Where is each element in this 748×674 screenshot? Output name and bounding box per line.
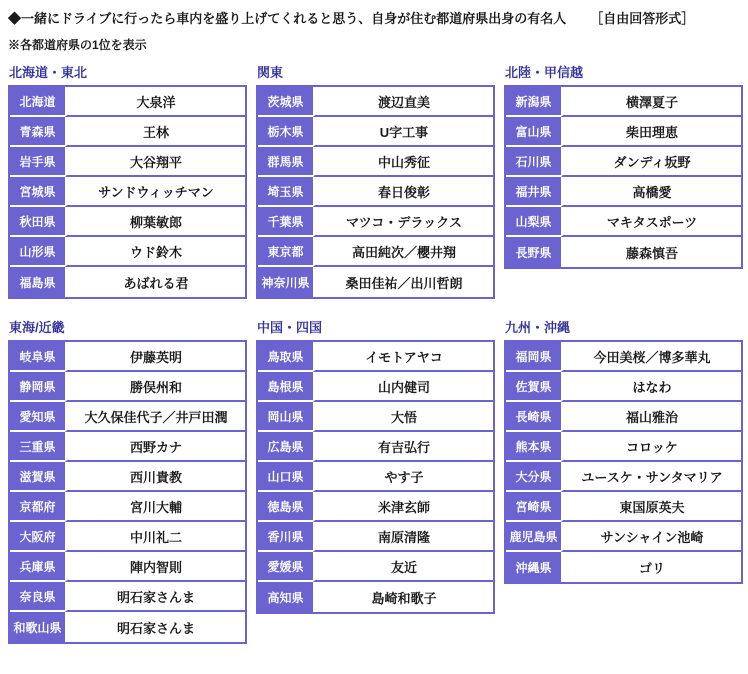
table-row bbox=[258, 462, 493, 492]
prefecture-cell: 奈良県 bbox=[10, 582, 65, 612]
celebrity-cell: 高田純次／櫻井翔 bbox=[313, 237, 493, 267]
prefecture-cell: 兵庫県 bbox=[10, 552, 65, 582]
prefecture-cell: 石川県 bbox=[506, 147, 561, 177]
prefecture-cell: 静岡県 bbox=[10, 372, 65, 402]
table-row bbox=[258, 237, 493, 267]
prefecture-cell: 熊本県 bbox=[506, 432, 561, 462]
table-row bbox=[10, 402, 245, 432]
celebrity-cell: 藤森慎吾 bbox=[561, 237, 741, 267]
answer-format-label: ［自由回答形式］ bbox=[590, 11, 695, 26]
table-row bbox=[506, 237, 741, 267]
region-table bbox=[256, 85, 495, 299]
table-row bbox=[258, 522, 493, 552]
prefecture-cell: 青森県 bbox=[10, 117, 65, 147]
prefecture-cell: 山口県 bbox=[258, 462, 313, 492]
prefecture-cell: 沖縄県 bbox=[506, 552, 561, 582]
table-row bbox=[10, 432, 245, 462]
prefecture-cell: 山形県 bbox=[10, 237, 65, 267]
prefecture-cell: 岩手県 bbox=[10, 147, 65, 177]
prefecture-cell: 広島県 bbox=[258, 432, 313, 462]
celebrity-cell: 大泉洋 bbox=[65, 87, 245, 117]
celebrity-cell: 柴田理恵 bbox=[561, 117, 741, 147]
prefecture-cell: 東京都 bbox=[258, 237, 313, 267]
prefecture-cell: 北海道 bbox=[10, 87, 65, 117]
celebrity-cell: ダンディ坂野 bbox=[561, 147, 741, 177]
celebrity-cell: 勝俣州和 bbox=[65, 372, 245, 402]
table-row bbox=[506, 402, 741, 432]
table-row bbox=[258, 342, 493, 372]
table-row bbox=[10, 552, 245, 582]
celebrity-cell: U字工事 bbox=[313, 117, 493, 147]
prefecture-cell: 徳島県 bbox=[258, 492, 313, 522]
sections-grid bbox=[8, 62, 743, 644]
table-row bbox=[506, 87, 741, 117]
celebrity-cell: マキタスポーツ bbox=[561, 207, 741, 237]
region-section bbox=[256, 62, 495, 299]
celebrity-cell: 有吉弘行 bbox=[313, 432, 493, 462]
prefecture-cell: 岐阜県 bbox=[10, 342, 65, 372]
celebrity-cell: ユースケ・サンタマリア bbox=[561, 462, 741, 492]
table-row bbox=[10, 522, 245, 552]
prefecture-cell: 富山県 bbox=[506, 117, 561, 147]
prefecture-cell: 京都府 bbox=[10, 492, 65, 522]
table-row bbox=[258, 177, 493, 207]
region-section bbox=[256, 317, 495, 614]
prefecture-cell: 山梨県 bbox=[506, 207, 561, 237]
table-row bbox=[258, 372, 493, 402]
table-row bbox=[258, 147, 493, 177]
table-row bbox=[10, 372, 245, 402]
region-heading: 北陸・甲信越 bbox=[505, 65, 584, 80]
celebrity-cell: サンドウィッチマン bbox=[65, 177, 245, 207]
celebrity-cell: 米津玄師 bbox=[313, 492, 493, 522]
celebrity-cell: 中川礼二 bbox=[65, 522, 245, 552]
celebrity-cell: イモトアヤコ bbox=[313, 342, 493, 372]
celebrity-cell: 明石家さんま bbox=[65, 582, 245, 612]
celebrity-cell: コロッケ bbox=[561, 432, 741, 462]
table-row bbox=[258, 267, 493, 297]
celebrity-cell: 東国原英夫 bbox=[561, 492, 741, 522]
region-section bbox=[8, 62, 247, 299]
prefecture-cell: 長崎県 bbox=[506, 402, 561, 432]
celebrity-cell: 大悟 bbox=[313, 402, 493, 432]
table-row bbox=[10, 492, 245, 522]
prefecture-cell: 香川県 bbox=[258, 522, 313, 552]
prefecture-cell: 秋田県 bbox=[10, 207, 65, 237]
table-row bbox=[506, 342, 741, 372]
table-row bbox=[506, 147, 741, 177]
prefecture-cell: 愛媛県 bbox=[258, 552, 313, 582]
prefecture-cell: 高知県 bbox=[258, 582, 313, 612]
table-row bbox=[506, 492, 741, 522]
table-row bbox=[10, 207, 245, 237]
celebrity-cell: はなわ bbox=[561, 372, 741, 402]
table-row bbox=[506, 432, 741, 462]
region-table bbox=[8, 340, 247, 644]
table-row bbox=[506, 372, 741, 402]
celebrity-cell: 王林 bbox=[65, 117, 245, 147]
celebrity-cell: 渡辺直美 bbox=[313, 87, 493, 117]
prefecture-cell: 新潟県 bbox=[506, 87, 561, 117]
celebrity-cell: ウド鈴木 bbox=[65, 237, 245, 267]
celebrity-cell: 柳葉敏郎 bbox=[65, 207, 245, 237]
prefecture-cell: 福島県 bbox=[10, 267, 65, 297]
celebrity-cell: マツコ・デラックス bbox=[313, 207, 493, 237]
table-row bbox=[506, 522, 741, 552]
title-diamond-text: ◆一緒にドライブに行ったら車内を盛り上げてくれると思う、自身が住む都道府県出身の有名人 bbox=[8, 11, 567, 26]
celebrity-cell: 伊藤英明 bbox=[65, 342, 245, 372]
prefecture-cell: 鹿児島県 bbox=[506, 522, 561, 552]
table-row bbox=[258, 87, 493, 117]
prefecture-cell: 群馬県 bbox=[258, 147, 313, 177]
table-row bbox=[258, 432, 493, 462]
prefecture-cell: 福岡県 bbox=[506, 342, 561, 372]
table-row bbox=[258, 492, 493, 522]
region-section bbox=[504, 317, 743, 584]
celebrity-cell: 福山雅治 bbox=[561, 402, 741, 432]
celebrity-cell: 今田美桜／博多華丸 bbox=[561, 342, 741, 372]
table-row bbox=[506, 552, 741, 582]
celebrity-cell: 島崎和歌子 bbox=[313, 582, 493, 612]
celebrity-cell: 明石家さんま bbox=[65, 612, 245, 642]
celebrity-cell: やす子 bbox=[313, 462, 493, 492]
prefecture-cell: 島根県 bbox=[258, 372, 313, 402]
table-row bbox=[506, 462, 741, 492]
prefecture-cell: 宮城県 bbox=[10, 177, 65, 207]
region-table bbox=[504, 85, 743, 269]
table-row bbox=[258, 207, 493, 237]
table-row bbox=[10, 177, 245, 207]
prefecture-cell: 栃木県 bbox=[258, 117, 313, 147]
prefecture-cell: 滋賀県 bbox=[10, 462, 65, 492]
celebrity-cell: 宮川大輔 bbox=[65, 492, 245, 522]
table-row bbox=[506, 207, 741, 237]
table-row bbox=[10, 612, 245, 642]
table-row bbox=[506, 117, 741, 147]
prefecture-cell: 岡山県 bbox=[258, 402, 313, 432]
celebrity-cell: 大谷翔平 bbox=[65, 147, 245, 177]
prefecture-cell: 大分県 bbox=[506, 462, 561, 492]
table-row bbox=[10, 267, 245, 297]
note-text: ※各都道府県の1位を表示 bbox=[8, 38, 147, 52]
region-section bbox=[504, 62, 743, 269]
celebrity-cell: 大久保佳代子／井戸田潤 bbox=[65, 402, 245, 432]
table-row bbox=[10, 342, 245, 372]
region-heading: 関東 bbox=[257, 65, 284, 80]
table-row bbox=[10, 117, 245, 147]
table-row bbox=[258, 402, 493, 432]
table-row bbox=[10, 237, 245, 267]
celebrity-cell: ゴリ bbox=[561, 552, 741, 582]
prefecture-cell: 和歌山県 bbox=[10, 612, 65, 642]
celebrity-cell: 西川貴教 bbox=[65, 462, 245, 492]
region-heading: 東海/近畿 bbox=[9, 320, 65, 335]
table-row bbox=[258, 117, 493, 147]
table-row bbox=[10, 147, 245, 177]
prefecture-cell: 鳥取県 bbox=[258, 342, 313, 372]
region-heading: 北海道・東北 bbox=[9, 65, 88, 80]
celebrity-cell: サンシャイン池崎 bbox=[561, 522, 741, 552]
prefecture-cell: 佐賀県 bbox=[506, 372, 561, 402]
table-row bbox=[10, 462, 245, 492]
prefecture-cell: 茨城県 bbox=[258, 87, 313, 117]
prefecture-cell: 千葉県 bbox=[258, 207, 313, 237]
celebrity-cell: 高橋愛 bbox=[561, 177, 741, 207]
celebrity-cell: あばれる君 bbox=[65, 267, 245, 297]
prefecture-cell: 福井県 bbox=[506, 177, 561, 207]
celebrity-cell: 横澤夏子 bbox=[561, 87, 741, 117]
celebrity-cell: 陣内智則 bbox=[65, 552, 245, 582]
celebrity-cell: 春日俊彰 bbox=[313, 177, 493, 207]
prefecture-cell: 埼玉県 bbox=[258, 177, 313, 207]
region-heading: 九州・沖縄 bbox=[505, 320, 571, 335]
table-row bbox=[10, 87, 245, 117]
region-table bbox=[8, 85, 247, 299]
table-row bbox=[10, 582, 245, 612]
table-row bbox=[506, 177, 741, 207]
table-row bbox=[258, 582, 493, 612]
prefecture-cell: 愛知県 bbox=[10, 402, 65, 432]
region-section bbox=[8, 317, 247, 644]
celebrity-cell: 西野カナ bbox=[65, 432, 245, 462]
celebrity-cell: 友近 bbox=[313, 552, 493, 582]
celebrity-cell: 南原清隆 bbox=[313, 522, 493, 552]
prefecture-cell: 三重県 bbox=[10, 432, 65, 462]
celebrity-cell: 中山秀征 bbox=[313, 147, 493, 177]
page-title bbox=[8, 8, 743, 27]
prefecture-cell: 大阪府 bbox=[10, 522, 65, 552]
prefecture-cell: 長野県 bbox=[506, 237, 561, 267]
prefecture-cell: 宮崎県 bbox=[506, 492, 561, 522]
region-table bbox=[504, 340, 743, 584]
celebrity-cell: 桑田佳祐／出川哲朗 bbox=[313, 267, 493, 297]
table-row bbox=[258, 552, 493, 582]
region-heading: 中国・四国 bbox=[257, 320, 323, 335]
region-table bbox=[256, 340, 495, 614]
celebrity-cell: 山内健司 bbox=[313, 372, 493, 402]
prefecture-cell: 神奈川県 bbox=[258, 267, 313, 297]
